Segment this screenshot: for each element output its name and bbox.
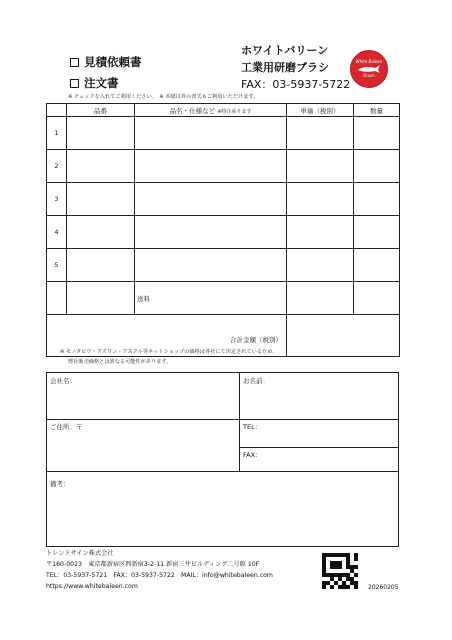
header-note: ※ チェックを入れてご利用ください。 ※ 本紙以外の書式もご利用いただけます。 (68, 94, 259, 100)
qty-cell[interactable] (354, 183, 400, 216)
row-number: 4 (47, 216, 67, 249)
blank-cell (47, 282, 67, 315)
divider (239, 447, 398, 448)
price-note-2: 弊社販売価格とは異なる可能性があります。 (68, 359, 172, 365)
header-fax: FAX：03-5937-5722 (241, 78, 351, 91)
table-row (47, 183, 400, 216)
row-number: 2 (47, 150, 67, 183)
brand-line2: 工業用研磨ブラシ (241, 61, 329, 74)
header-part: 品番 (67, 104, 135, 117)
fax-field-label: FAX： (243, 451, 262, 459)
checkbox-icon[interactable] (70, 79, 79, 88)
header-blank (47, 104, 67, 117)
shipping-row (47, 282, 400, 315)
footer-url[interactable]: https://www.whitebaleen.com (46, 583, 138, 590)
order-label: 注文書 (84, 76, 119, 90)
address-field-label: ご住所：〒 (50, 423, 83, 431)
name-cell[interactable] (135, 183, 287, 216)
name-cell[interactable] (135, 150, 287, 183)
name-cell[interactable] (135, 216, 287, 249)
qty-cell[interactable] (354, 150, 400, 183)
qr-code-icon (322, 553, 358, 589)
table-row (47, 117, 400, 150)
qty-cell[interactable] (354, 249, 400, 282)
price-cell[interactable] (287, 249, 354, 282)
shipping-price-cell[interactable] (287, 282, 354, 315)
price-note-1: ※ モノタロウ・アズワン・アスクル等ネットショップの価格は各社にて決定されているため、 (60, 349, 278, 355)
footer-company: トレンドサイン株式会社 (46, 550, 114, 557)
part-cell[interactable] (67, 150, 135, 183)
items-header-row (47, 104, 400, 117)
checkbox-icon[interactable] (70, 58, 79, 67)
header-name-label: 品名・仕様など (169, 106, 216, 115)
part-cell[interactable] (67, 117, 135, 150)
shipping-qty-cell[interactable] (354, 282, 400, 315)
items-table (46, 103, 400, 357)
part-cell[interactable] (67, 216, 135, 249)
divider (239, 373, 240, 471)
footer-block (46, 548, 273, 592)
part-cell[interactable] (67, 183, 135, 216)
qty-cell[interactable] (354, 117, 400, 150)
name-cell[interactable] (135, 117, 287, 150)
qty-cell[interactable] (354, 216, 400, 249)
estimate-label: 見積依頼書 (84, 55, 142, 69)
logo-text-top: White Baleen (355, 58, 383, 64)
part-cell[interactable] (67, 249, 135, 282)
table-row (47, 249, 400, 282)
customer-info-box (46, 372, 399, 547)
table-row (47, 216, 400, 249)
row-number: 3 (47, 183, 67, 216)
total-value-cell[interactable] (287, 315, 400, 357)
price-cell[interactable] (287, 150, 354, 183)
price-cell[interactable] (287, 183, 354, 216)
name-cell[interactable] (135, 249, 287, 282)
name-field-label: お名前： (243, 377, 269, 385)
price-cell[interactable] (287, 117, 354, 150)
tel-field-label: TEL： (243, 423, 262, 431)
table-row (47, 150, 400, 183)
footer-contact: TEL：03-5937-5721 FAX：03-5937-5722 MAIL：info@whitebaleen.com (46, 572, 273, 579)
header-qty: 数量 (354, 104, 400, 117)
row-number: 5 (47, 249, 67, 282)
header-name-note: ※特注承ります (217, 108, 252, 115)
company-field-label: 会社名： (50, 377, 76, 385)
brand-line1: ホワイトバリーン (241, 44, 329, 57)
divider (47, 419, 398, 420)
brand-logo (350, 50, 388, 88)
total-label: 合計金額（税別） (47, 315, 287, 357)
divider (47, 471, 398, 472)
checkbox-order[interactable] (70, 75, 119, 91)
price-cell[interactable] (287, 216, 354, 249)
checkbox-estimate[interactable] (70, 54, 142, 70)
blank-cell (67, 282, 135, 315)
header-name (135, 104, 287, 117)
remarks-field-label: 備考： (50, 480, 70, 488)
logo-text-bottom: Brush (363, 73, 375, 78)
footer-address: 〒160-0023 東京都新宿区西新宿3-2-11 新宿三井ビルディング二号館 10F (46, 561, 260, 568)
shipping-label: 送料 (135, 282, 287, 315)
header-price: 単価（税別） (287, 104, 354, 117)
document-code: 20260205 (368, 584, 399, 591)
row-number: 1 (47, 117, 67, 150)
